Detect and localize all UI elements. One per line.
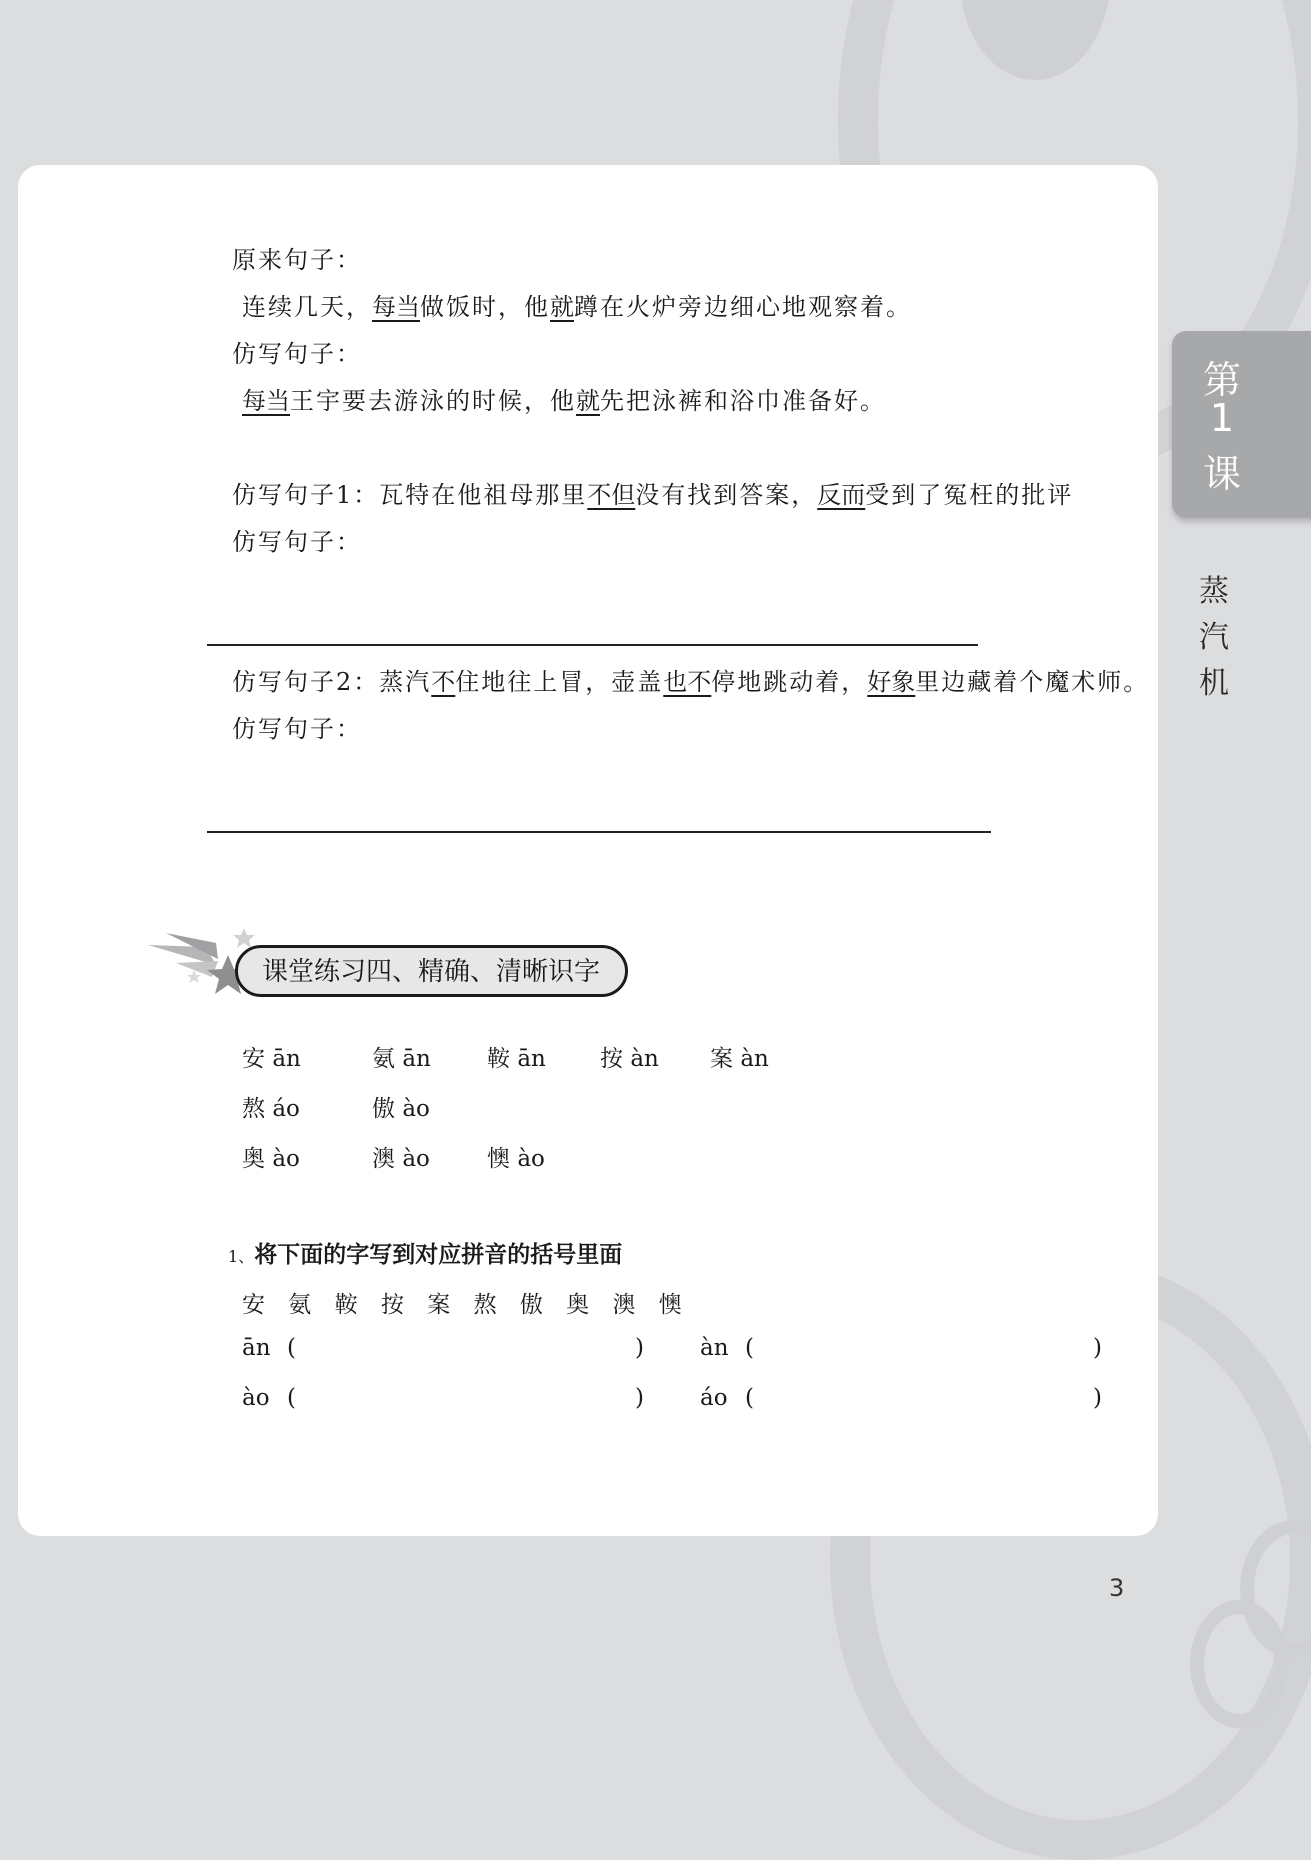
background-circle-decoration xyxy=(1190,1600,1288,1728)
char-pinyin xyxy=(242,1040,301,1073)
original-sentence-label: 原来句子： xyxy=(232,246,362,274)
exercise-title xyxy=(228,1236,622,1269)
paren-open: ( xyxy=(287,1385,296,1411)
exercise-characters: 安 氨 鞍 按 案 熬 傲 奥 澳 懊 xyxy=(242,1292,686,1318)
character: 氨 xyxy=(372,1046,395,1072)
blank-an1[interactable] xyxy=(242,1335,642,1361)
exercise-title-text: 将下面的字写到对应拼音的括号里面 xyxy=(254,1242,623,1268)
text: 受到了冤枉的批评 xyxy=(865,481,1074,509)
task1-sentence xyxy=(232,475,1073,510)
character: 安 xyxy=(242,1046,265,1072)
text: 连续几天， xyxy=(242,293,372,321)
character: 澳 xyxy=(372,1146,395,1172)
example-sentence-label: 仿写句子： xyxy=(232,340,362,368)
example-sentence xyxy=(242,381,886,416)
character: 案 xyxy=(710,1046,733,1072)
pinyin: ān xyxy=(272,1046,301,1072)
pinyin: àn xyxy=(630,1046,659,1072)
exercise-number: 1、 xyxy=(228,1247,255,1266)
chapter-char: 机 xyxy=(1199,666,1229,701)
pinyin: áo xyxy=(272,1096,300,1122)
text: 没有找到答案， xyxy=(635,481,818,509)
char-pinyin xyxy=(242,1090,300,1123)
keyword-underlined: 每当 xyxy=(372,293,420,321)
char-pinyin xyxy=(372,1090,430,1123)
character: 鞍 xyxy=(487,1046,510,1072)
pinyin-label: áo xyxy=(700,1385,728,1411)
keyword-underlined: 也不 xyxy=(663,668,712,696)
chapter-char: 汽 xyxy=(1199,620,1229,655)
character: 奥 xyxy=(242,1146,265,1172)
pinyin: ào xyxy=(402,1096,430,1122)
lesson-char: 课 xyxy=(1202,452,1241,496)
blank-an4[interactable] xyxy=(700,1335,1100,1361)
paren-close: ) xyxy=(635,1335,644,1361)
pinyin-label: ào xyxy=(242,1385,270,1411)
text: 里边藏着个魔术师。 xyxy=(915,668,1150,696)
task1-answer-label: 仿写句子： xyxy=(232,528,362,556)
keyword-underlined: 好象 xyxy=(867,668,916,696)
char-pinyin xyxy=(242,1140,300,1173)
lesson-number: 1 xyxy=(1209,396,1235,440)
text: 蹲在火炉旁边细心地观察着。 xyxy=(574,293,912,321)
blank-ao2[interactable] xyxy=(700,1385,1100,1411)
original-sentence xyxy=(242,287,912,322)
pinyin: àn xyxy=(740,1046,769,1072)
lesson-char: 第 xyxy=(1202,358,1241,402)
char-pinyin xyxy=(600,1040,659,1073)
pinyin-label: ān xyxy=(242,1335,271,1361)
task2-answer-label: 仿写句子： xyxy=(232,715,362,743)
paren-open: ( xyxy=(287,1335,296,1361)
char-pinyin xyxy=(487,1140,545,1173)
keyword-underlined: 反而 xyxy=(817,481,866,509)
char-pinyin xyxy=(710,1040,769,1073)
lesson-tab xyxy=(1172,331,1311,518)
character: 熬 xyxy=(242,1096,265,1122)
char-pinyin xyxy=(372,1140,430,1173)
task1-answer-line[interactable] xyxy=(207,644,978,646)
character: 傲 xyxy=(372,1096,395,1122)
text: 停地跳动着， xyxy=(711,668,868,696)
keyword-underlined: 不但 xyxy=(587,481,636,509)
blank-ao4[interactable] xyxy=(242,1385,642,1411)
text: 先把泳裤和浴巾准备好。 xyxy=(600,387,886,415)
pinyin: ào xyxy=(402,1146,430,1172)
keyword-underlined: 不 xyxy=(431,668,456,696)
paren-close: ) xyxy=(1093,1335,1102,1361)
keyword-underlined: 就 xyxy=(550,293,574,321)
paren-open: ( xyxy=(745,1335,754,1361)
task2-label: 仿写句子2： xyxy=(232,668,380,696)
section-title: 课堂练习四、精确、清晰识字 xyxy=(262,957,601,987)
task2-sentence xyxy=(232,662,1149,697)
char-pinyin xyxy=(487,1040,546,1073)
text: 住地往上冒，壶盖 xyxy=(455,668,664,696)
paren-close: ) xyxy=(1093,1385,1102,1411)
pinyin: ào xyxy=(272,1146,300,1172)
chapter-char: 蒸 xyxy=(1199,574,1229,609)
pinyin: ān xyxy=(517,1046,546,1072)
paren-open: ( xyxy=(745,1385,754,1411)
task1-label: 仿写句子1： xyxy=(232,481,380,509)
page-number: 3 xyxy=(1109,1574,1125,1602)
text: 瓦特在他祖母那里 xyxy=(379,481,588,509)
pinyin-label: àn xyxy=(700,1335,729,1361)
keyword-underlined: 就 xyxy=(576,387,600,415)
character: 按 xyxy=(600,1046,623,1072)
pinyin: ào xyxy=(517,1146,545,1172)
char-pinyin xyxy=(372,1040,431,1073)
text: 王宇要去游泳的时候，他 xyxy=(290,387,576,415)
content-card xyxy=(18,165,1158,1536)
paren-close: ) xyxy=(635,1385,644,1411)
text: 做饭时，他 xyxy=(420,293,550,321)
task2-answer-line[interactable] xyxy=(207,831,991,833)
pinyin: ān xyxy=(402,1046,431,1072)
text: 蒸汽 xyxy=(379,668,432,696)
character: 懊 xyxy=(487,1146,510,1172)
keyword-underlined: 每当 xyxy=(242,387,290,415)
